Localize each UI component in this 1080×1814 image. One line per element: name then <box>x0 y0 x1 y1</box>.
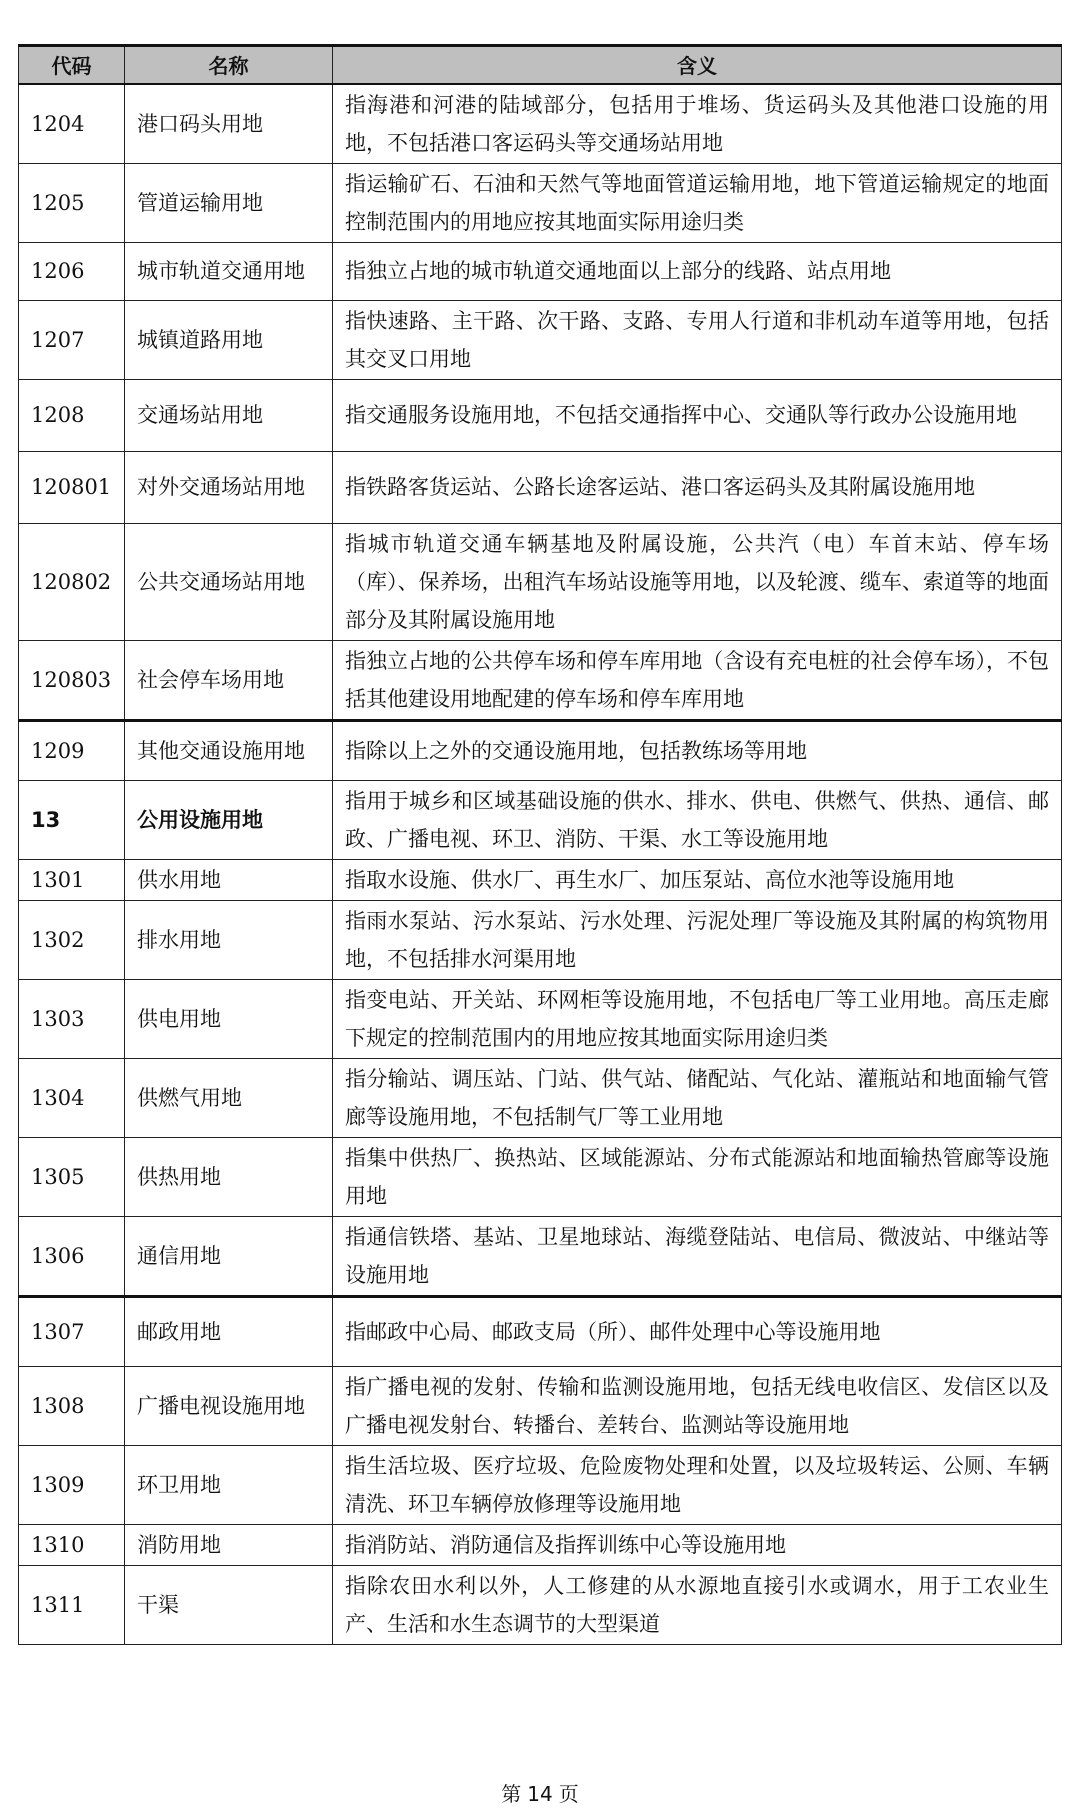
header-meaning: 含义 <box>333 46 1062 84</box>
table-row <box>19 1366 1062 1445</box>
row-code: 1208 <box>19 379 125 451</box>
row-name: 广播电视设施用地 <box>125 1366 333 1445</box>
row-name: 交通场站用地 <box>125 379 333 451</box>
row-code: 120801 <box>19 451 125 523</box>
table-row <box>19 1137 1062 1216</box>
table-row <box>19 451 1062 523</box>
row-name: 供水用地 <box>125 859 333 900</box>
row-code: 1309 <box>19 1445 125 1524</box>
row-name: 城镇道路用地 <box>125 300 333 379</box>
table-row <box>19 379 1062 451</box>
table-row <box>19 1445 1062 1524</box>
row-name: 邮政用地 <box>125 1296 333 1366</box>
row-name: 环卫用地 <box>125 1445 333 1524</box>
row-description: 指取水设施、供水厂、再生水厂、加压泵站、高位水池等设施用地 <box>333 859 1062 900</box>
row-code: 1303 <box>19 979 125 1058</box>
row-description: 指除以上之外的交通设施用地，包括教练场等用地 <box>333 720 1062 780</box>
row-name: 其他交通设施用地 <box>125 720 333 780</box>
page-suffix: 页 <box>558 1782 579 1806</box>
row-description: 指邮政中心局、邮政支局（所）、邮件处理中心等设施用地 <box>333 1296 1062 1366</box>
row-description: 指消防站、消防通信及指挥训练中心等设施用地 <box>333 1524 1062 1565</box>
row-name: 通信用地 <box>125 1216 333 1296</box>
row-name: 供热用地 <box>125 1137 333 1216</box>
table-row <box>19 720 1062 780</box>
row-code: 1307 <box>19 1296 125 1366</box>
row-description: 指城市轨道交通车辆基地及附属设施，公共汽（电）车首末站、停车场（库）、保养场，出租汽车场站设施等用地，以及轮渡、缆车、索道等的地面部分及其附属设施用地 <box>333 523 1062 640</box>
page-number: 14 <box>527 1782 553 1806</box>
row-description: 指运输矿石、石油和天然气等地面管道运输用地，地下管道运输规定的地面控制范围内的用地应按其地面实际用途归类 <box>333 163 1062 242</box>
row-description: 指通信铁塔、基站、卫星地球站、海缆登陆站、电信局、微波站、中继站等设施用地 <box>333 1216 1062 1296</box>
row-name: 供电用地 <box>125 979 333 1058</box>
row-code: 13 <box>19 780 125 859</box>
row-code: 120803 <box>19 640 125 720</box>
row-description: 指快速路、主干路、次干路、支路、专用人行道和非机动车道等用地，包括其交叉口用地 <box>333 300 1062 379</box>
table-row <box>19 1565 1062 1644</box>
row-name: 排水用地 <box>125 900 333 979</box>
row-description: 指雨水泵站、污水泵站、污水处理、污泥处理厂等设施及其附属的构筑物用地，不包括排水河渠用地 <box>333 900 1062 979</box>
page-prefix: 第 <box>501 1782 522 1806</box>
row-code: 1311 <box>19 1565 125 1644</box>
table-row <box>19 1296 1062 1366</box>
table-row <box>19 523 1062 640</box>
table-row <box>19 1524 1062 1565</box>
row-code: 1310 <box>19 1524 125 1565</box>
row-name: 社会停车场用地 <box>125 640 333 720</box>
table-row <box>19 84 1062 164</box>
table-row <box>19 163 1062 242</box>
row-name: 对外交通场站用地 <box>125 451 333 523</box>
table-row <box>19 1058 1062 1137</box>
row-name: 城市轨道交通用地 <box>125 242 333 300</box>
row-description: 指独立占地的城市轨道交通地面以上部分的线路、站点用地 <box>333 242 1062 300</box>
header-name: 名称 <box>125 46 333 84</box>
row-code: 1209 <box>19 720 125 780</box>
table-row <box>19 900 1062 979</box>
row-code: 1304 <box>19 1058 125 1137</box>
row-description: 指广播电视的发射、传输和监测设施用地，包括无线电收信区、发信区以及广播电视发射台、转播台、差转台、监测站等设施用地 <box>333 1366 1062 1445</box>
row-code: 1306 <box>19 1216 125 1296</box>
row-description: 指集中供热厂、换热站、区域能源站、分布式能源站和地面输热管廊等设施用地 <box>333 1137 1062 1216</box>
row-code: 1305 <box>19 1137 125 1216</box>
row-description: 指用于城乡和区域基础设施的供水、排水、供电、供燃气、供热、通信、邮政、广播电视、环卫、消防、干渠、水工等设施用地 <box>333 780 1062 859</box>
row-code: 120802 <box>19 523 125 640</box>
row-name: 供燃气用地 <box>125 1058 333 1137</box>
land-use-table <box>18 44 1062 1645</box>
row-code: 1205 <box>19 163 125 242</box>
row-code: 1301 <box>19 859 125 900</box>
page-footer <box>0 1778 1080 1807</box>
header-code: 代码 <box>19 46 125 84</box>
table-row <box>19 242 1062 300</box>
table-row <box>19 300 1062 379</box>
table-header-row <box>19 46 1062 84</box>
row-description: 指分输站、调压站、门站、供气站、储配站、气化站、灌瓶站和地面输气管廊等设施用地，不包括制气厂等工业用地 <box>333 1058 1062 1137</box>
row-code: 1308 <box>19 1366 125 1445</box>
row-description: 指独立占地的公共停车场和停车库用地（含设有充电桩的社会停车场），不包括其他建设用地配建的停车场和停车库用地 <box>333 640 1062 720</box>
row-description: 指交通服务设施用地，不包括交通指挥中心、交通队等行政办公设施用地 <box>333 379 1062 451</box>
row-name: 公共交通场站用地 <box>125 523 333 640</box>
row-description: 指海港和河港的陆域部分，包括用于堆场、货运码头及其他港口设施的用地，不包括港口客运码头等交通场站用地 <box>333 84 1062 164</box>
row-code: 1207 <box>19 300 125 379</box>
row-description: 指除农田水利以外，人工修建的从水源地直接引水或调水，用于工农业生产、生活和水生态调节的大型渠道 <box>333 1565 1062 1644</box>
row-name: 管道运输用地 <box>125 163 333 242</box>
row-code: 1204 <box>19 84 125 164</box>
table-row-category <box>19 780 1062 859</box>
row-name: 港口码头用地 <box>125 84 333 164</box>
row-name: 公用设施用地 <box>125 780 333 859</box>
row-description: 指生活垃圾、医疗垃圾、危险废物处理和处置，以及垃圾转运、公厕、车辆清洗、环卫车辆停放修理等设施用地 <box>333 1445 1062 1524</box>
row-name: 消防用地 <box>125 1524 333 1565</box>
table-row <box>19 859 1062 900</box>
row-description: 指变电站、开关站、环网柜等设施用地，不包括电厂等工业用地。高压走廊下规定的控制范围内的用地应按其地面实际用途归类 <box>333 979 1062 1058</box>
table-row <box>19 640 1062 720</box>
table-row <box>19 979 1062 1058</box>
row-code: 1206 <box>19 242 125 300</box>
table-row <box>19 1216 1062 1296</box>
row-name: 干渠 <box>125 1565 333 1644</box>
row-description: 指铁路客货运站、公路长途客运站、港口客运码头及其附属设施用地 <box>333 451 1062 523</box>
row-code: 1302 <box>19 900 125 979</box>
